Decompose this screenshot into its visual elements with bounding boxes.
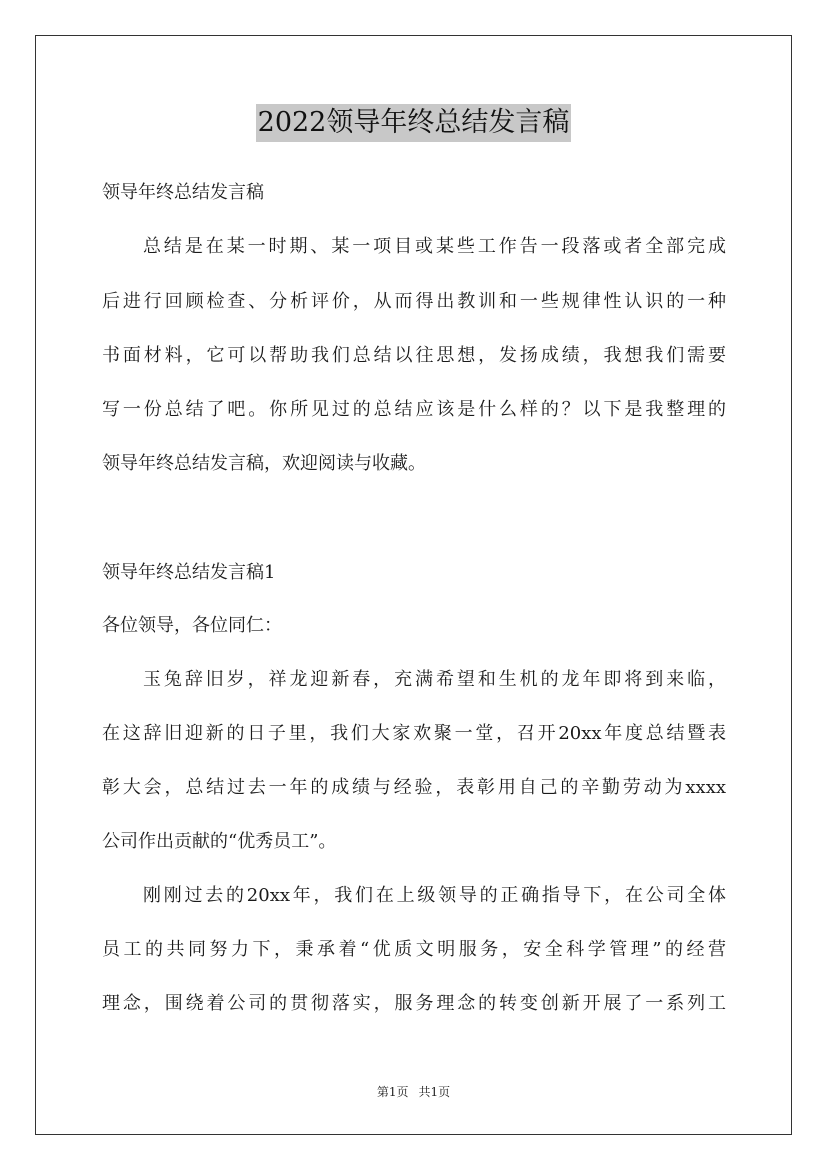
paragraph-line: 员工的共同努力下，秉承着“优质文明服务，安全科学管理”的经营 [102,939,726,960]
page-number: 第1页 [376,1085,409,1099]
section-heading: 领导年终总结发言稿1 [102,562,276,583]
paragraph-line: 公司作出贡献的“优秀员工”。 [102,831,337,852]
document-subtitle: 领导年终总结发言稿 [102,182,264,203]
page-total: 共1页 [418,1085,451,1099]
paragraph-line: 在这辞旧迎新的日子里，我们大家欢聚一堂，召开20xx年度总结暨表 [102,723,726,744]
paragraph-line: 理念，围绕着公司的贯彻落实，服务理念的转变创新开展了一系列工 [102,993,726,1014]
greeting: 各位领导，各位同仁： [102,615,282,636]
intro-line: 后进行回顾检查、分析评价，从而得出教训和一些规律性认识的一种 [102,291,726,312]
intro-line: 领导年终总结发言稿，欢迎阅读与收藏。 [102,453,426,474]
intro-line: 书面材料，它可以帮助我们总结以往思想，发扬成绩，我想我们需要 [102,345,726,366]
title-container [0,104,827,142]
paragraph-line: 刚刚过去的20xx年，我们在上级领导的正确指导下，在公司全体 [143,885,726,906]
paragraph-line: 玉兔辞旧岁，祥龙迎新春，充满希望和生机的龙年即将到来临， [143,669,726,690]
intro-line: 写一份总结了吧。你所见过的总结应该是什么样的？以下是我整理的 [102,399,726,420]
document-title: 2022领导年终总结发言稿 [256,104,572,142]
intro-line: 总结是在某一时期、某一项目或某些工作告一段落或者全部完成 [143,236,726,257]
paragraph-line: 彰大会，总结过去一年的成绩与经验，表彰用自己的辛勤劳动为xxxx [102,777,726,798]
page-footer [0,1084,827,1100]
